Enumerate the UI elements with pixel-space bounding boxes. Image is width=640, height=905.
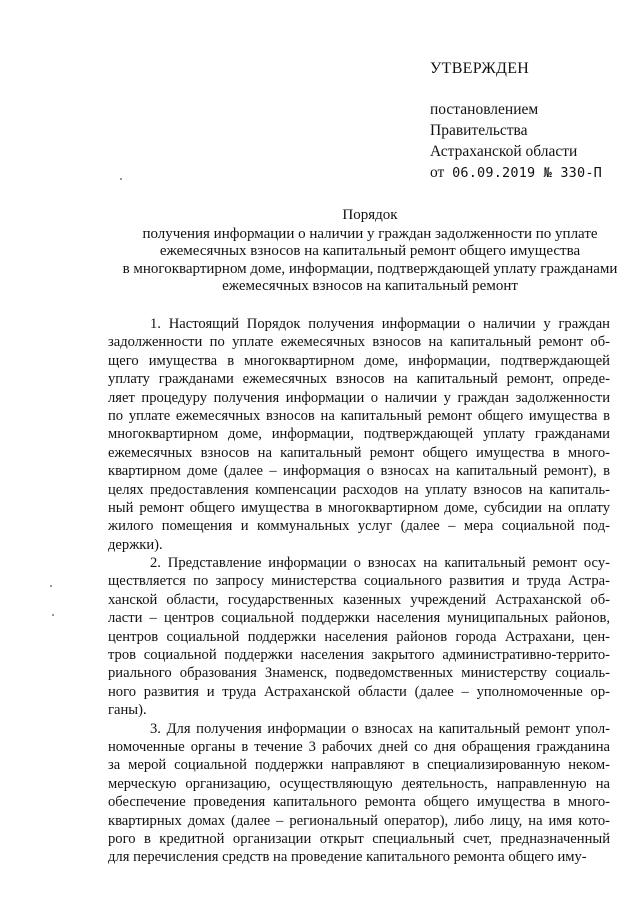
paragraph-line: ласти – центров социальной поддержки населения муниципальных районов,: [108, 610, 610, 627]
title-line: ежемесячных взносов на капитальный ремонт общего имущества: [159, 243, 581, 259]
paragraph-line: мерческую организацию, осуществляющую деятельность, направленную на: [108, 775, 610, 792]
paragraph-line: квартирных домах (далее – региональный оператор), либо лицу, на имя кото-: [108, 812, 610, 829]
paragraph: [108, 720, 610, 867]
scan-speck: [120, 178, 122, 180]
paragraph-line: уплату гражданами ежемесячных взносов на капитальный ремонт, опреде-: [108, 371, 610, 388]
scan-speck: [50, 585, 52, 587]
paragraph-line: ного развития и труда Астраханской области (далее – уполномоченные ор-: [108, 683, 610, 700]
approval-heading: УТВЕРЖДЕН: [430, 60, 530, 77]
paragraph-line: по уплате ежемесячных взносов на капитальный ремонт общего имущества в: [108, 407, 610, 424]
paragraph-line: для перечисления средств на проведение капитального ремонта общего иму-: [108, 849, 587, 866]
paragraph-line: щего имущества в многоквартирном доме, информации, подтверждающей: [108, 352, 610, 369]
title-line: в многоквартирном доме, информации, подтверждающей уплату гражданами: [122, 260, 618, 277]
paragraph-line: 2. Представление информации о взносах на капитальный ремонт осу-: [150, 555, 610, 572]
approval-line: Астраханской области: [430, 143, 578, 160]
paragraph-line: ляет процедуру получения информации о наличии у граждан задолженности: [108, 389, 610, 406]
approval-stamp: [430, 58, 630, 184]
paragraph-line: ществляется по запросу министерства социального развития и труда Астра-: [108, 573, 610, 590]
paragraph-line: за мерой социальной поддержки направляют в специализированную неком-: [108, 757, 610, 774]
approval-line: постановлением: [430, 101, 539, 118]
paragraph: [108, 554, 610, 720]
paragraph-line: ежемесячных взносов на капитальный ремонт общего имущества в много-: [108, 444, 610, 461]
title-line: получения информации о наличии у граждан задолженности по уплате: [142, 225, 598, 242]
scan-speck: [52, 614, 54, 616]
paragraph-line: 3. Для получения информации о взносах на капитальный ремонт упол-: [150, 720, 610, 737]
document-title: [100, 207, 640, 296]
paragraph-line: тров социальной поддержки населения закрытого административно-террито-: [108, 647, 610, 664]
paragraph-line: обеспечение проведения капитального ремонта общего имущества в много-: [108, 794, 610, 811]
paragraph-line: держки).: [108, 536, 163, 553]
paragraph-line: многоквартирном доме, информации, подтверждающей уплату гражданами: [108, 426, 610, 443]
paragraph-line: ганы).: [108, 702, 147, 719]
paragraph-line: ный ремонт общего имущества в многоквартирном доме, субсидии на оплату: [108, 499, 610, 516]
approval-date-number: 06.09.2019 № 330-П: [452, 165, 602, 181]
title-line: ежемесячных взносов на капитальный ремонт: [222, 278, 518, 294]
title-name: Порядок: [342, 207, 398, 223]
approval-line: Правительства: [430, 122, 528, 139]
paragraph-line: рого в кредитной организации открыт специальный счет, предназначенный: [108, 830, 610, 847]
paragraph-line: целях предоставления компенсации расходов на уплату взносов на капиталь-: [108, 481, 610, 498]
paragraph-line: жилого помещения и коммунальных услуг (далее – мера социальной под-: [108, 518, 610, 535]
paragraph-line: ханской области, государственных казенных учреждений Астраханской об-: [108, 591, 610, 608]
paragraph-line: квартирном доме (далее – информация о взносах на капитальный ремонт), в: [108, 463, 610, 480]
approval-date-line: [430, 162, 630, 184]
document-body: [108, 315, 610, 867]
paragraph: [108, 315, 610, 554]
paragraph-line: риального образования Знаменск, подведомственных министерству социаль-: [108, 665, 610, 682]
approval-date-prefix: от: [430, 164, 445, 181]
paragraph-line: центров социальной поддержки населения районов города Астрахани, цен-: [108, 628, 610, 645]
paragraph-line: номоченные органы в течение 3 рабочих дней со дня обращения гражданина: [108, 738, 610, 755]
paragraph-line: задолженности по уплате ежемесячных взносов на капитальный ремонт об-: [108, 334, 610, 351]
paragraph-line: 1. Настоящий Порядок получения информации о наличии у граждан: [150, 316, 610, 332]
